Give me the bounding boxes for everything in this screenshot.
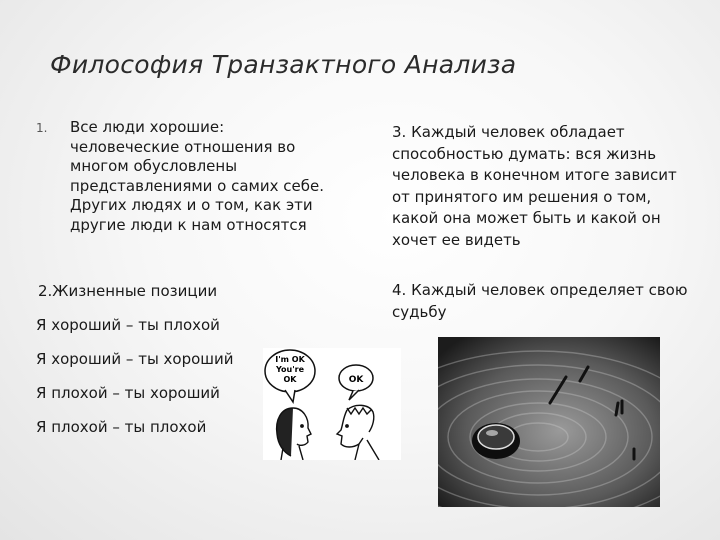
- transactional-cartoon-image: [263, 348, 401, 460]
- bubble-left-line: OK: [283, 375, 297, 384]
- position-line: Я хороший – ты хороший: [36, 350, 234, 368]
- item1-text: Все люди хорошие: человеческие отношения во многом обусловлены представлениями о самих себе. Других людях и о том, как эти другие люди к нам относятся: [70, 118, 324, 234]
- item2-heading: 2.Жизненные позиции: [38, 282, 218, 300]
- slide-title: Философия Транзактного Анализа: [50, 50, 517, 79]
- item1-number: 1.: [36, 121, 48, 135]
- item4-text: 4. Каждый человек определяет свою судьбу: [392, 281, 688, 321]
- clock-face: [472, 423, 520, 459]
- clock-in-sand-photo: [438, 337, 660, 507]
- position-line: Я хороший – ты плохой: [36, 316, 220, 334]
- bubble-left-line: I'm OK: [275, 355, 305, 364]
- position-line: Я плохой – ты хороший: [36, 384, 220, 402]
- item3-text: 3. Каждый человек обладает способностью думать: вся жизнь человека в конечном итоге зависит от принятого им решения о том, какой она может быть и какой он хочет ее видеть: [392, 123, 677, 249]
- bubble-left-line: You're: [275, 365, 305, 374]
- position-line: Я плохой – ты плохой: [36, 418, 207, 436]
- bubble-right-text: OK: [348, 375, 364, 385]
